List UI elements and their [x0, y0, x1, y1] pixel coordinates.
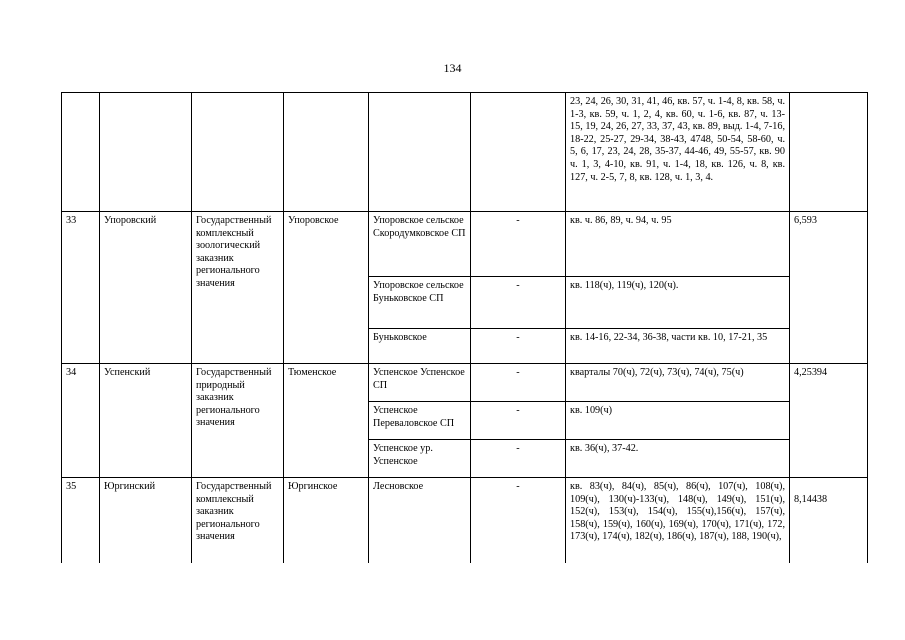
cell-forestry: Упоровское сельское Скородумковское СП: [369, 212, 471, 277]
cell-category: Государственный природный заказник регионального значения: [192, 364, 284, 478]
cell-name: Упоровский: [100, 212, 192, 364]
cell-quarters: кв. 109(ч): [566, 402, 790, 440]
cell-dash: -: [471, 277, 566, 329]
cell-dash: -: [471, 478, 566, 564]
cell-quarters: кв. 83(ч), 84(ч), 85(ч), 86(ч), 107(ч), 108(ч), 109(ч), 130(ч)-133(ч), 148(ч), 149(ч), 151(ч), 152(ч), 153(ч), 154(ч), 155(ч),156(ч), 157(ч), 158(ч), 159(ч), 160(ч), 169(ч), 170(ч), 171(ч), 172, 173(ч), 174(ч), 182(ч), 186(ч), 187(ч), 188, 190(ч),: [566, 478, 790, 564]
cell-forestry: Буньковское: [369, 329, 471, 364]
cell-area: 8,14438: [790, 478, 868, 564]
cell-dash: -: [471, 402, 566, 440]
cell-dash: -: [471, 440, 566, 478]
page-number: 134: [443, 61, 462, 75]
cell-dash: [471, 93, 566, 212]
cell-quarters: кварталы 70(ч), 72(ч), 73(ч), 74(ч), 75(ч): [566, 364, 790, 402]
cell-category: Государственный комплексный зоологический заказник регионального значения: [192, 212, 284, 364]
cell-name: Юргинский: [100, 478, 192, 564]
cell-district: Упоровское: [284, 212, 369, 364]
cell-forestry: Упоровское сельское Буньковское СП: [369, 277, 471, 329]
cell-area: [790, 93, 868, 212]
cell-dash: -: [471, 329, 566, 364]
cell-quarters: кв. ч. 86, 89, ч. 94, ч. 95: [566, 212, 790, 277]
table-row: [62, 212, 868, 277]
cell-district: [284, 93, 369, 212]
cell-category: Государственный комплексный заказник регионального значения: [192, 478, 284, 564]
cell-dash: -: [471, 212, 566, 277]
cell-dash: -: [471, 364, 566, 402]
cell-category: [192, 93, 284, 212]
cell-forestry: Успенское ур. Успенское: [369, 440, 471, 478]
cell-quarters: кв. 14-16, 22-34, 36-38, части кв. 10, 17-21, 35: [566, 329, 790, 364]
cell-number: 35: [62, 478, 100, 564]
cell-number: 34: [62, 364, 100, 478]
table-row: [62, 364, 868, 402]
cell-area: 6,593: [790, 212, 868, 364]
cell-forestry: [369, 93, 471, 212]
cell-district: Тюменское: [284, 364, 369, 478]
cell-number: [62, 93, 100, 212]
cell-area: 4,25394: [790, 364, 868, 478]
cell-name: Успенский: [100, 364, 192, 478]
cell-district: Юргинское: [284, 478, 369, 564]
cell-quarters: кв. 118(ч), 119(ч), 120(ч).: [566, 277, 790, 329]
cell-quarters: 23, 24, 26, 30, 31, 41, 46, кв. 57, ч. 1-4, 8, кв. 58, ч. 1-3, кв. 59, ч. 1, 2, 4, кв. 60, ч. 1-6, кв. 87, ч. 13-15, 19, 24, 26, 27, 33, 37, 43, кв. 89, выд. 1-4, 7-16, 18-22, 25-27, 29-34, 38-43, 4748, 50-54, 58-60, ч. 5, 6, 17, 23, 24, 28, 35-37, 44-46, 49, 55-57, кв. 90 ч. 1, 3, 4-10, кв. 91, ч. 1-4, 18, кв. 126, ч. 8, кв. 127, ч. 2-5, 7, 8, кв. 128, ч. 1, 3, 4.: [566, 93, 790, 212]
cell-forestry: Успенское Успенское СП: [369, 364, 471, 402]
cell-forestry: Успенское Перевaловское СП: [369, 402, 471, 440]
cell-forestry: Лесновское: [369, 478, 471, 564]
cell-number: 33: [62, 212, 100, 364]
table-row: [62, 93, 868, 212]
reserves-table: [61, 92, 868, 563]
cell-quarters: кв. 36(ч), 37-42.: [566, 440, 790, 478]
table-row: [62, 478, 868, 564]
cell-name: [100, 93, 192, 212]
